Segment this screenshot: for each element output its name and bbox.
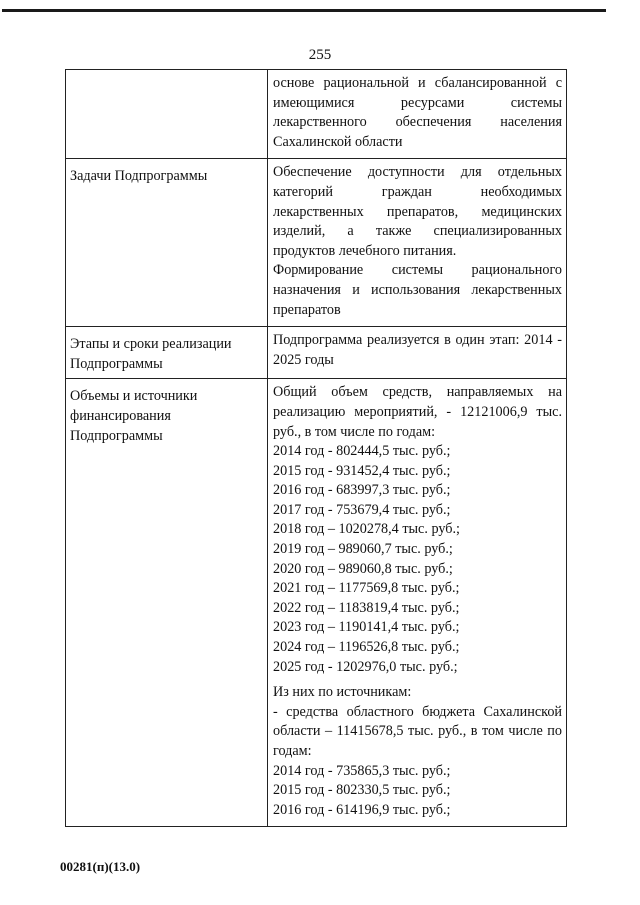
document-code: 00281(п)(13.0) [60,859,141,874]
row-label: Задачи Подпрограммы [66,159,268,327]
row-label: Объемы и источники финансирования Подпрограммы [66,379,268,827]
row-label [66,70,268,159]
passport-table [65,69,567,827]
source-year-line: 2016 год - 614196,9 тыс. руб.; [273,801,451,818]
funding-year-line: 2022 год – 1183819,4 тыс. руб.; [273,599,460,616]
source-year-line: 2015 год - 802330,5 тыс. руб.; [273,782,451,799]
stages-text: Подпрограмма реализуется в один этап: 2014 - 2025 годы [273,332,562,368]
funding-intro: Общий объем средств, направляемых на реализацию мероприятий, - 12121006,9 тыс. руб., в том числе по годам: [273,384,562,440]
page-number: 255 [308,47,332,63]
table-row [66,379,567,827]
row-value [268,379,567,827]
table-row [66,327,567,379]
funding-year-line: 2018 год – 1020278,4 тыс. руб.; [273,521,460,538]
funding-year-line: 2021 год – 1177569,8 тыс. руб.; [273,580,460,597]
funding-year-line: 2024 год – 1196526,8 тыс. руб.; [273,639,460,656]
funding-year-line: 2014 год - 802444,5 тыс. руб.; [273,443,451,460]
source-year-line: 2014 год - 735865,3 тыс. руб.; [273,762,451,779]
funding-year-line: 2015 год - 931452,4 тыс. руб.; [273,462,451,479]
funding-year-line: 2025 год - 1202976,0 тыс. руб.; [273,658,458,675]
row-value [268,327,567,379]
funding-year-line: 2016 год - 683997,3 тыс. руб.; [273,482,451,499]
funding-year-line: 2019 год – 989060,7 тыс. руб.; [273,541,453,558]
task-paragraph: Формирование системы рационального назначения и использования лекарственных препаратов [273,262,562,318]
table-row [66,159,567,327]
sources-title: Из них по источникам: [273,684,412,701]
funding-year-line: 2017 год - 753679,4 тыс. руб.; [273,501,451,518]
row-label: Этапы и сроки реализации Подпрограммы [66,327,268,379]
row-value [268,70,567,159]
table-row [66,70,567,159]
funding-year-line: 2023 год – 1190141,4 тыс. руб.; [273,619,460,636]
sources-intro: - средства областного бюджета Сахалинской области – 11415678,5 тыс. руб., в том числе по годам: [273,703,562,759]
task-paragraph: Обеспечение доступности для отдельных категорий граждан необходимых лекарственных препаратов, медицинских изделий, а также специализированных продуктов лечебного питания. [273,164,562,259]
top-rule [2,9,606,12]
goal-continuation-text: основе рациональной и сбалансированной с имеющимися ресурсами системы лекарственного обеспечения населения Сахалинской области [273,75,562,150]
funding-year-line: 2020 год – 989060,8 тыс. руб.; [273,560,453,577]
row-value [268,159,567,327]
